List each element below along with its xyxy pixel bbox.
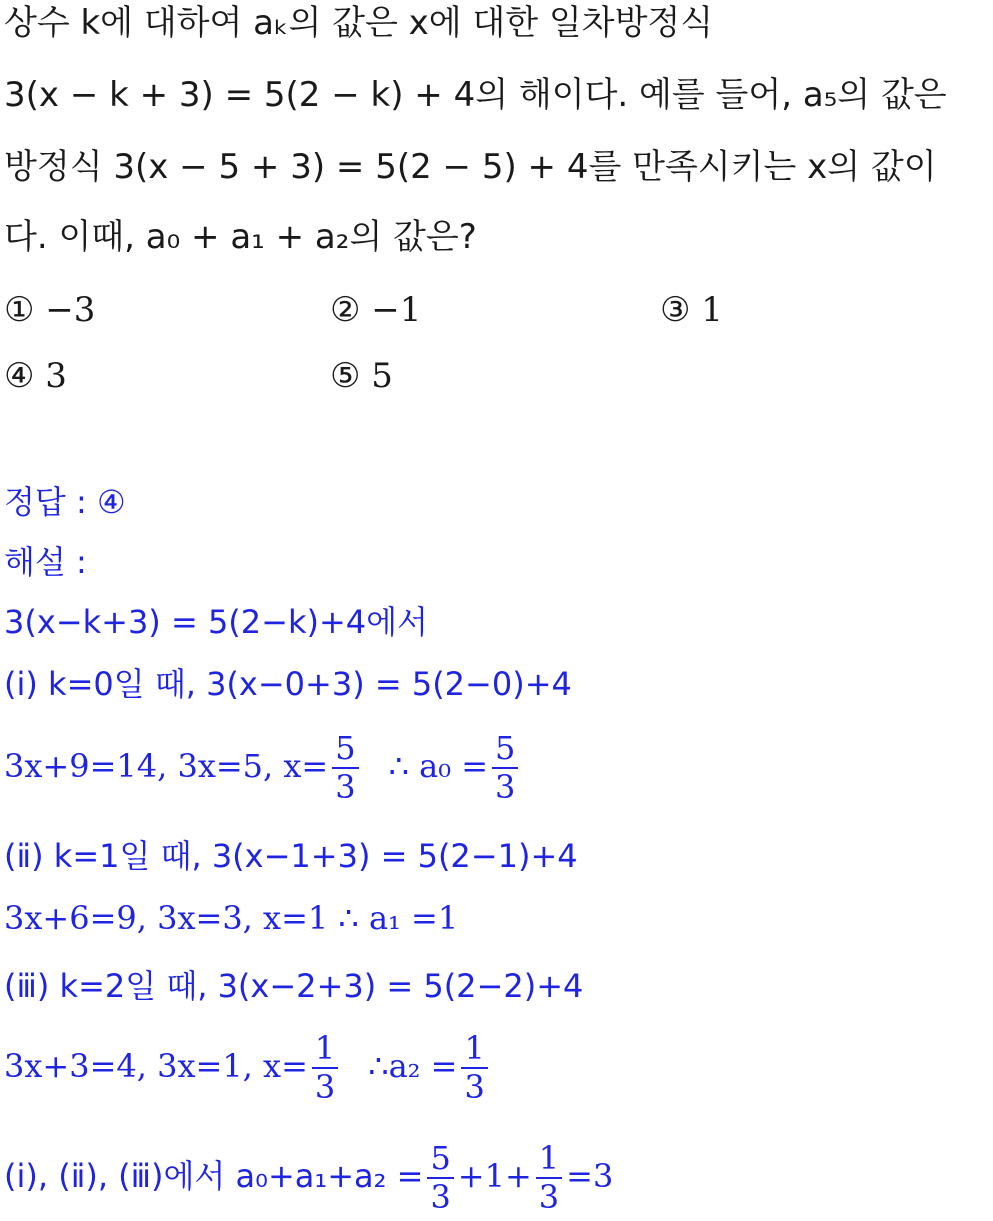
choice-number: ② bbox=[330, 290, 361, 330]
choice-1[interactable] bbox=[4, 290, 95, 330]
choice-value: −3 bbox=[45, 290, 96, 330]
choice-4[interactable] bbox=[4, 356, 67, 396]
answer-label: 정답 : bbox=[4, 483, 87, 521]
final-mid: +1+ bbox=[457, 1156, 532, 1195]
fraction: $\frac{1}{3}$ bbox=[461, 1030, 487, 1106]
choice-5[interactable] bbox=[330, 356, 393, 396]
fraction: $\frac{1}{3}$ bbox=[312, 1030, 338, 1106]
answer-line bbox=[4, 483, 126, 521]
choice-3[interactable] bbox=[660, 290, 723, 330]
answer-value: ④ bbox=[96, 483, 126, 521]
case-1-result: ∴ a₀ = bbox=[388, 746, 489, 785]
choice-value: 1 bbox=[701, 290, 723, 330]
choice-2[interactable] bbox=[330, 290, 421, 330]
final-end: =3 bbox=[566, 1156, 614, 1195]
case-3-calc-line bbox=[4, 1030, 492, 1106]
case-2-calc: 3x+6=9, 3x=3, x=1 ∴ a₁ =1 bbox=[4, 899, 459, 937]
fraction: $\frac{5}{3}$ bbox=[332, 730, 358, 806]
final-line bbox=[4, 1140, 613, 1216]
fraction: $\frac{1}{3}$ bbox=[536, 1140, 562, 1216]
choice-value: 3 bbox=[45, 356, 67, 396]
case-1-head: (ⅰ) k=0일 때, 3(x−0+3) = 5(2−0)+4 bbox=[4, 665, 572, 703]
case-3-head: (ⅲ) k=2일 때, 3(x−2+3) = 5(2−2)+4 bbox=[4, 967, 584, 1005]
choice-value: 5 bbox=[371, 356, 393, 396]
choice-number: ① bbox=[4, 290, 35, 330]
choice-number: ③ bbox=[660, 290, 691, 330]
choice-value: −1 bbox=[371, 290, 422, 330]
case-2-head: (ⅱ) k=1일 때, 3(x−1+3) = 5(2−1)+4 bbox=[4, 837, 578, 875]
question-line-1: 상수 k에 대하여 aₖ의 값은 x에 대한 일차방정식 bbox=[4, 3, 714, 43]
solution-label: 해설 : bbox=[4, 543, 87, 581]
question-line-3: 방정식 3(x − 5 + 3) = 5(2 − 5) + 4를 만족시키는 x의 값이 bbox=[4, 147, 937, 187]
choice-number: ④ bbox=[4, 356, 35, 396]
question-line-2: 3(x − k + 3) = 5(2 − k) + 4의 해이다. 예를 들어, a₅의 값은 bbox=[4, 75, 947, 115]
case-1-calc: 3x+9=14, 3x=5, x= bbox=[4, 746, 329, 785]
choice-number: ⑤ bbox=[330, 356, 361, 396]
case-3-calc: 3x+3=4, 3x=1, x= bbox=[4, 1046, 308, 1085]
final-pre: (ⅰ), (ⅱ), (ⅲ)에서 a₀+a₁+a₂ = bbox=[4, 1156, 424, 1195]
fraction: $\frac{5}{3}$ bbox=[492, 730, 518, 806]
case-1-calc-line bbox=[4, 730, 522, 806]
question-line-4: 다. 이때, a₀ + a₁ + a₂의 값은? bbox=[4, 217, 477, 257]
case-3-result: ∴a₂ = bbox=[368, 1046, 458, 1085]
solution-intro: 3(x−k+3) = 5(2−k)+4에서 bbox=[4, 603, 428, 641]
fraction: $\frac{5}{3}$ bbox=[427, 1140, 453, 1216]
